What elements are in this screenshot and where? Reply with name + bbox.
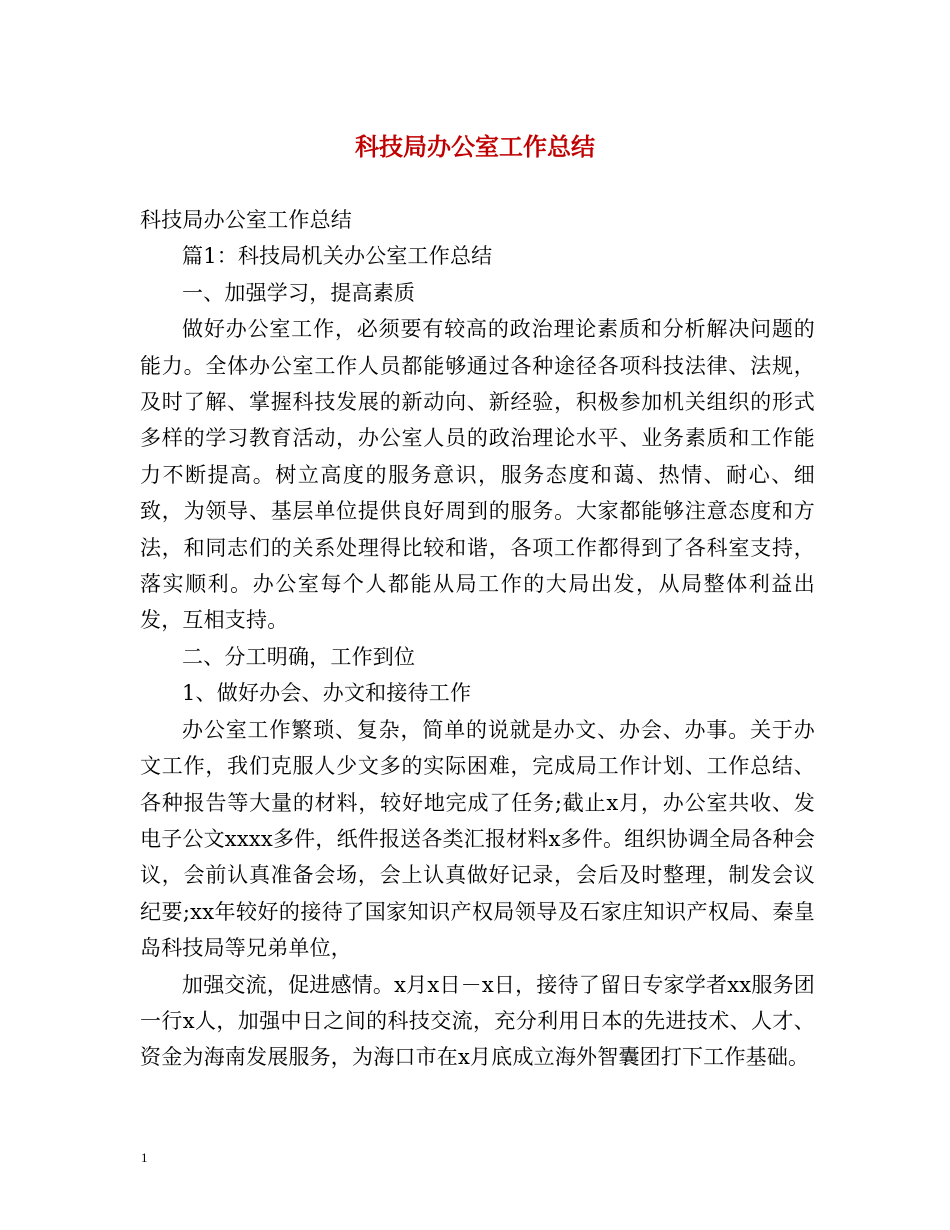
document-title: 科技局办公室工作总结 xyxy=(355,132,595,161)
subsection-heading-meetings: 1、做好办会、办文和接待工作 xyxy=(182,681,472,706)
paragraph-article-title: 篇1：科技局机关办公室工作总结 xyxy=(182,244,493,269)
document-body xyxy=(140,202,815,1076)
page-number: 1 xyxy=(141,1150,148,1165)
paragraph-meetings: 办公室工作繁琐、复杂，简单的说就是办文、办会、办事。关于办文工作，我们克服人少文多的实际困难，完成局工作计划、工作总结、各种报告等大量的材料，较好地完成了任务;截止x月，办公室共收、发电子公文xxxx多件，纸件报送各类汇报材料x多件。组织协调全局各种会议，会前认真准备会场，会上认真做好记录，会后及时整理，制发会议纪要;xx年较好的接待了国家知识产权局领导及石家庄知识产权局、秦皇岛科技局等兄弟单位， xyxy=(140,717,816,961)
section-heading-division: 二、分工明确，工作到位 xyxy=(182,644,416,669)
paragraph-heading: 科技局办公室工作总结 xyxy=(140,208,352,232)
paragraph-exchange: 加强交流，促进感情。x月x日－x日，接待了留日专家学者xx服务团一行x人，加强中日之间的科技交流，充分利用日本的先进技术、人才、资金为海南发展服务，为海口市在x月底成立海外智囊团打下工作基础。 xyxy=(140,972,815,1070)
section-heading-study: 一、加强学习，提高素质 xyxy=(182,280,416,305)
paragraph-study: 做好办公室工作，必须要有较高的政治理论素质和分析解决问题的能力。全体办公室工作人员都能够通过各种途径各项科技法律、法规，及时了解、掌握科技发展的新动向、新经验，积极参加机关组织的形式多样的学习教育活动，办公室人员的政治理论水平、业务素质和工作能力不断提高。树立高度的服务意识，服务态度和蔼、热情、耐心、细致，为领导、基层单位提供良好周到的服务。大家都能够注意态度和方法，和同志们的关系处理得比较和谐，各项工作都得到了各科室支持，落实顺利。办公室每个人都能从局工作的大局出发，从局整体利益出发，互相支持。 xyxy=(140,317,815,633)
